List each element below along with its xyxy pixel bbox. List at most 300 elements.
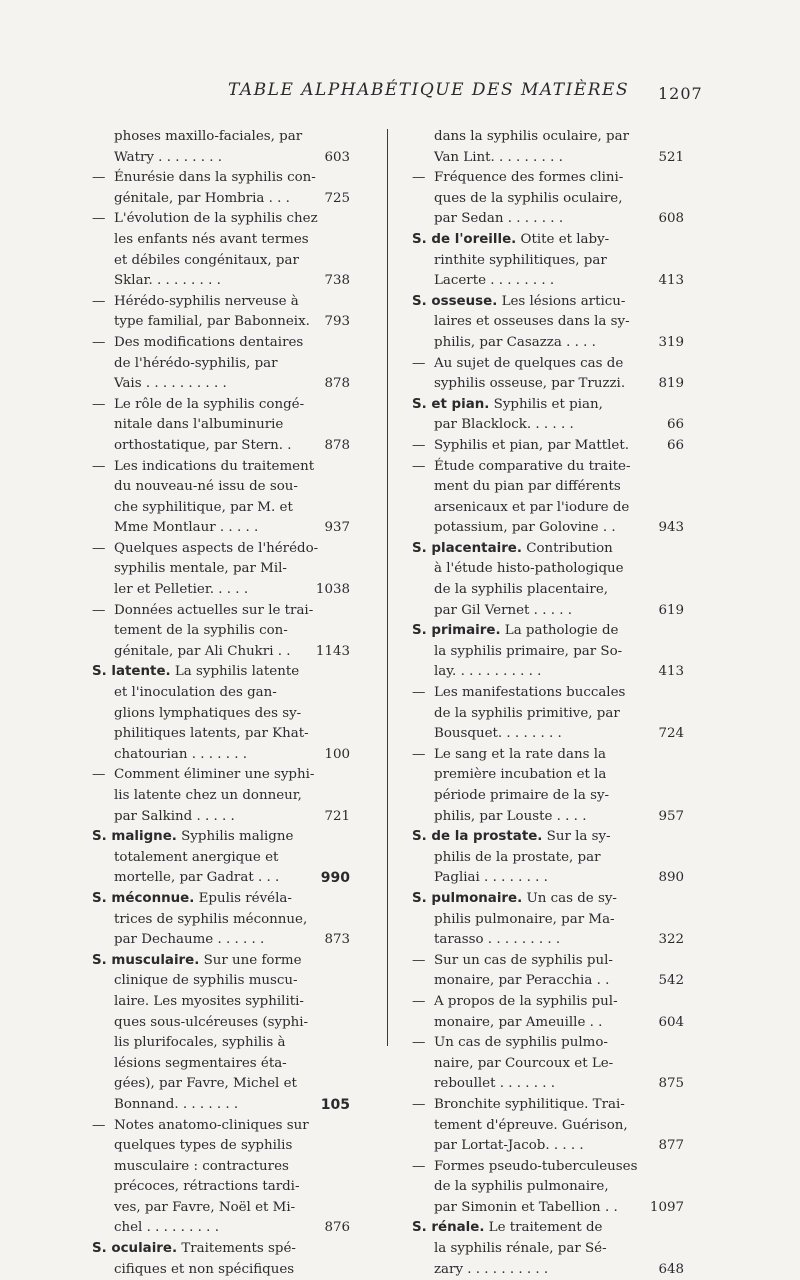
entry-line: [412, 642, 684, 663]
entry-text: ques sous-ulcéreuses (syphi-: [114, 1014, 309, 1030]
entry-text: par Lortat-Jacob. . . . .: [434, 1138, 584, 1154]
entry-line: [92, 1198, 350, 1219]
index-entry: [92, 127, 350, 168]
entry-text: précoces, rétractions tardi-: [114, 1179, 300, 1195]
entry-text: tement de la syphilis con-: [114, 623, 288, 639]
entry-line: [412, 1157, 684, 1178]
dash-marker: —: [92, 211, 106, 227]
entry-text: Données actuelles sur le trai-: [114, 602, 314, 618]
entry-line: [412, 271, 684, 292]
entry-line: [412, 745, 684, 766]
entry-text: nitale dans l'albuminurie: [114, 417, 284, 433]
entry-page-number: 725: [324, 190, 350, 206]
entry-line: [92, 230, 350, 251]
subject-prefix: S.: [412, 293, 432, 309]
entry-line: [412, 580, 684, 601]
dash-marker: —: [412, 355, 426, 371]
entry-text: lay. . . . . . . . . . .: [434, 664, 542, 680]
dash-marker: —: [412, 1035, 426, 1051]
entry-text: totalement anergique et: [114, 849, 279, 865]
entry-text: monaire, par Peracchia . .: [434, 973, 610, 989]
entry-line: [412, 1218, 684, 1239]
index-entry: [412, 1033, 684, 1095]
entry-line: [412, 230, 684, 251]
entry-line: [92, 827, 350, 848]
entry-text: Comment éliminer une syphi-: [114, 767, 315, 783]
index-entry: [412, 230, 684, 292]
entry-line: [412, 354, 684, 375]
entry-text: Syphilis maligne: [176, 829, 294, 845]
entry-text: clinique de syphilis muscu-: [114, 973, 298, 989]
entry-line: [92, 786, 350, 807]
entry-line: [92, 539, 350, 560]
entry-line: [412, 1116, 684, 1137]
entry-page-number: 521: [658, 149, 684, 165]
running-title: TABLE ALPHABÉTIQUE DES MATIÈRES: [228, 80, 630, 100]
entry-line: [92, 148, 350, 169]
index-entry: [412, 168, 684, 230]
entry-text: mortelle, par Gadrat . . .: [114, 870, 280, 886]
entry-text: arsenicaux et par l'iodure de: [434, 499, 630, 515]
dash-marker: —: [92, 458, 106, 474]
entry-text: de l'hérédo-syphilis, par: [114, 355, 278, 371]
subject-prefix: S.: [92, 1241, 112, 1257]
entry-text: Syphilis et pian, par Mattlet.: [434, 437, 629, 453]
entry-line: [412, 1095, 684, 1116]
entry-line: [92, 374, 350, 395]
entry-line: [92, 415, 350, 436]
entry-text: philis, par Casazza . . . .: [434, 334, 596, 350]
dash-marker: —: [92, 602, 106, 618]
entry-text: gées), par Favre, Michel et: [114, 1076, 297, 1092]
entry-text: La pathologie de: [500, 623, 619, 639]
entry-line: [92, 395, 350, 416]
entry-page-number: 990: [320, 870, 350, 887]
entry-page-number: 873: [324, 932, 350, 948]
entry-text: Le sang et la rate dans la: [434, 746, 606, 762]
entry-line: [412, 539, 684, 560]
entry-text: Mme Montlaur . . . . .: [114, 520, 259, 536]
entry-keyword: de l'oreille.: [431, 231, 517, 247]
entry-line: [412, 292, 684, 313]
entry-keyword: et pian.: [431, 396, 490, 412]
entry-line: [412, 1033, 684, 1054]
index-entry: [412, 992, 684, 1033]
entry-line: [92, 580, 350, 601]
entry-keyword: osseuse.: [431, 293, 498, 309]
entry-line: [412, 1260, 684, 1280]
entry-page-number: 542: [658, 973, 684, 989]
entry-text: et débiles congénitaux, par: [114, 252, 299, 268]
entry-text: Otite et laby-: [516, 231, 610, 247]
entry-text: A propos de la syphilis pul-: [434, 993, 618, 1009]
entry-text: phoses maxillo-faciales, par: [114, 129, 303, 144]
dash-marker: —: [412, 993, 426, 1009]
entry-text: Énurésie dans la syphilis con-: [114, 170, 316, 186]
entry-text: Syphilis et pian,: [489, 396, 603, 412]
index-entry: [412, 827, 684, 889]
entry-text: philis de la prostate, par: [434, 849, 601, 865]
index-entry: [412, 621, 684, 683]
subject-prefix: S.: [92, 664, 112, 680]
entry-text: lis plurifocales, syphilis à: [114, 1035, 286, 1051]
entry-line: [92, 807, 350, 828]
entry-line: [412, 662, 684, 683]
entry-text: par Salkind . . . . .: [114, 808, 235, 824]
entry-text: philis pulmonaire, par Ma-: [434, 911, 615, 927]
entry-page-number: 943: [658, 520, 684, 536]
entry-text: par Gil Vernet . . . . .: [434, 602, 572, 618]
entry-line: [92, 1054, 350, 1075]
dash-marker: —: [412, 685, 426, 701]
entry-line: [412, 559, 684, 580]
entry-line: [92, 1136, 350, 1157]
entry-line: [92, 704, 350, 725]
entry-text: ves, par Favre, Noël et Mi-: [114, 1199, 296, 1215]
entry-text: laire. Les myosites syphiliti-: [114, 993, 304, 1009]
entry-line: [92, 1218, 350, 1239]
index-entry: [412, 436, 684, 457]
entry-keyword: maligne.: [111, 829, 177, 845]
index-entry: [412, 1218, 684, 1280]
entry-text: glions lymphatiques des sy-: [114, 705, 302, 721]
entry-page-number: 957: [658, 808, 684, 824]
entry-line: [92, 1260, 350, 1280]
entry-text: Hérédo-syphilis nerveuse à: [114, 293, 299, 309]
entry-line: [412, 209, 684, 230]
entry-line: [412, 333, 684, 354]
entry-line: [92, 457, 350, 478]
subject-prefix: S.: [412, 890, 432, 906]
entry-text: de la syphilis pulmonaire,: [434, 1179, 609, 1195]
entry-line: [92, 209, 350, 230]
entry-page-number: 877: [658, 1138, 684, 1154]
entry-text: Traitements spé-: [177, 1241, 296, 1257]
index-entry: [92, 662, 350, 765]
dash-marker: —: [92, 170, 106, 186]
entry-line: [92, 971, 350, 992]
entry-keyword: placentaire.: [431, 540, 522, 556]
left-column: [92, 127, 350, 1280]
index-entry: [412, 395, 684, 436]
entry-text: Contribution: [521, 540, 613, 556]
right-column: [412, 127, 684, 1280]
entry-text: dans la syphilis oculaire, par: [434, 129, 629, 144]
index-entry: [412, 539, 684, 621]
entry-text: Les manifestations buccales: [434, 685, 626, 701]
entry-text: chatourian . . . . . . .: [114, 746, 248, 762]
column-divider: [387, 129, 388, 1046]
index-entry: [92, 457, 350, 539]
entry-text: Lacerte . . . . . . . .: [434, 273, 555, 289]
entry-line: [412, 415, 684, 436]
subject-prefix: S.: [412, 540, 432, 556]
entry-line: [412, 601, 684, 622]
dash-marker: —: [412, 1158, 426, 1174]
entry-page-number: 724: [658, 726, 684, 742]
entry-text: Watry . . . . . . . .: [114, 149, 223, 165]
entry-line: [92, 168, 350, 189]
entry-line: [412, 930, 684, 951]
index-entry: [412, 127, 684, 168]
entry-text: che syphilitique, par M. et: [114, 499, 293, 515]
index-entry: [412, 745, 684, 827]
entry-page-number: 876: [324, 1220, 350, 1236]
subject-prefix: S.: [412, 231, 432, 247]
index-entry: [92, 827, 350, 889]
entry-line: [92, 930, 350, 951]
entry-line: [92, 848, 350, 869]
subject-prefix: S.: [92, 829, 112, 845]
dash-marker: —: [92, 293, 106, 309]
entry-line: [412, 457, 684, 478]
entry-text: Le traitement de: [484, 1220, 603, 1236]
entry-text: L'évolution de la syphilis chez: [114, 211, 318, 227]
entry-keyword: primaire.: [431, 623, 501, 639]
entry-text: les enfants nés avant termes: [114, 231, 309, 247]
entry-text: génitale, par Ali Chukri . .: [114, 643, 291, 659]
entry-line: [92, 951, 350, 972]
entry-line: [92, 662, 350, 683]
entry-keyword: pulmonaire.: [431, 890, 523, 906]
entry-page-number: 105: [320, 1096, 350, 1113]
dash-marker: —: [92, 1117, 106, 1133]
entry-page-number: 413: [658, 273, 684, 289]
entry-page-number: 1143: [315, 643, 350, 659]
entry-text: trices de syphilis méconnue,: [114, 911, 308, 927]
entry-text: Quelques aspects de l'hérédo-: [114, 540, 319, 556]
entry-text: cifiques et non spécifiques: [114, 1261, 295, 1277]
subject-prefix: S.: [412, 829, 432, 845]
entry-page-number: 878: [324, 437, 350, 453]
entry-line: [412, 395, 684, 416]
entry-keyword: musculaire.: [111, 952, 200, 968]
dash-marker: —: [92, 334, 106, 350]
entry-text: chel . . . . . . . . .: [114, 1220, 219, 1236]
entry-line: [92, 1095, 350, 1116]
index-entry: [92, 889, 350, 951]
entry-text: Sklar. . . . . . . . .: [114, 273, 221, 289]
entry-line: [92, 642, 350, 663]
entry-line: [412, 807, 684, 828]
entry-line: [412, 971, 684, 992]
entry-line: [412, 868, 684, 889]
entry-line: [412, 1136, 684, 1157]
entry-line: [92, 251, 350, 272]
entry-text: philis, par Louste . . . .: [434, 808, 587, 824]
entry-text: zary . . . . . . . . . .: [434, 1261, 549, 1277]
subject-prefix: S.: [412, 623, 432, 639]
entry-page-number: 878: [324, 376, 350, 392]
entry-text: La syphilis latente: [170, 664, 300, 680]
entry-text: syphilis mentale, par Mil-: [114, 561, 287, 577]
entry-line: [412, 168, 684, 189]
entry-line: [412, 1013, 684, 1034]
entry-text: première incubation et la: [434, 767, 607, 783]
entry-page-number: 1038: [315, 582, 350, 598]
entry-page-number: 619: [658, 602, 684, 618]
entry-line: [92, 683, 350, 704]
entry-page-number: 608: [658, 211, 684, 227]
entry-line: [412, 621, 684, 642]
entry-text: Vais . . . . . . . . . .: [114, 376, 227, 392]
entry-page-number: 319: [658, 334, 684, 350]
entry-text: Les indications du traitement: [114, 458, 315, 474]
entry-text: Étude comparative du traite-: [434, 458, 631, 474]
entry-text: Des modifications dentaires: [114, 334, 304, 350]
entry-line: [92, 436, 350, 457]
entry-text: Formes pseudo-tuberculeuses: [434, 1158, 638, 1174]
entry-text: Sur un cas de syphilis pul-: [434, 952, 613, 968]
entry-keyword: rénale.: [431, 1220, 485, 1236]
dash-marker: —: [92, 540, 106, 556]
entry-text: philitiques latents, par Khat-: [114, 726, 309, 742]
entry-page-number: 648: [658, 1261, 684, 1277]
entry-line: [92, 745, 350, 766]
index-entry: [92, 951, 350, 1116]
entry-line: [92, 518, 350, 539]
entry-line: [412, 1054, 684, 1075]
entry-page-number: 413: [658, 664, 684, 680]
entry-line: [412, 1198, 684, 1219]
entry-line: [412, 251, 684, 272]
entry-line: [92, 127, 350, 148]
entry-text: musculaire : contractures: [114, 1158, 289, 1174]
entry-text: à l'étude histo-pathologique: [434, 561, 624, 577]
index-entry: [92, 292, 350, 333]
entry-text: ques de la syphilis oculaire,: [434, 190, 623, 206]
entry-line: [412, 951, 684, 972]
entry-line: [412, 704, 684, 725]
entry-text: Sur une forme: [199, 952, 302, 968]
entry-text: type familial, par Babonneix.: [114, 314, 310, 330]
entry-text: tarasso . . . . . . . . .: [434, 932, 561, 948]
entry-line: [412, 148, 684, 169]
dash-marker: —: [92, 767, 106, 783]
entry-line: [92, 1074, 350, 1095]
entry-text: Bousquet. . . . . . . .: [434, 726, 562, 742]
entry-page-number: 66: [666, 437, 684, 453]
entry-line: [412, 374, 684, 395]
entry-page-number: 604: [658, 1014, 684, 1030]
entry-keyword: latente.: [111, 664, 171, 680]
entry-text: Au sujet de quelques cas de: [434, 355, 624, 371]
index-entry: [92, 1239, 350, 1280]
entry-line: [92, 889, 350, 910]
entry-line: [92, 354, 350, 375]
entry-line: [412, 498, 684, 519]
entry-text: Les lésions articu-: [497, 293, 626, 309]
entry-line: [412, 992, 684, 1013]
index-entry: [92, 333, 350, 395]
entry-text: de la syphilis placentaire,: [434, 582, 608, 598]
entry-line: [412, 1239, 684, 1260]
index-entry: [92, 395, 350, 457]
entry-line: [92, 1013, 350, 1034]
entry-text: Epulis révéla-: [194, 890, 292, 906]
index-entry: [412, 457, 684, 539]
index-entry: [92, 539, 350, 601]
index-entry: [412, 1095, 684, 1157]
entry-line: [92, 312, 350, 333]
entry-page-number: 875: [658, 1076, 684, 1092]
entry-line: [92, 765, 350, 786]
entry-line: [92, 724, 350, 745]
entry-text: génitale, par Hombria . . .: [114, 190, 290, 206]
entry-text: naire, par Courcoux et Le-: [434, 1055, 614, 1071]
page-header: [0, 80, 800, 110]
entry-line: [412, 189, 684, 210]
entry-text: Notes anatomo-cliniques sur: [114, 1117, 309, 1133]
dash-marker: —: [412, 952, 426, 968]
entry-page-number: 322: [658, 932, 684, 948]
entry-text: Bronchite syphilitique. Trai-: [434, 1096, 625, 1112]
entry-line: [92, 271, 350, 292]
entry-text: par Sedan . . . . . . .: [434, 211, 564, 227]
entry-line: [92, 601, 350, 622]
entry-line: [412, 312, 684, 333]
entry-text: période primaire de la sy-: [434, 788, 610, 803]
entry-page-number: 721: [324, 808, 350, 824]
entry-page-number: 793: [324, 314, 350, 330]
index-entry: [92, 601, 350, 663]
entry-text: la syphilis rénale, par Sé-: [434, 1241, 607, 1257]
entry-line: [412, 127, 684, 148]
entry-text: Van Lint. . . . . . . . .: [434, 149, 563, 165]
entry-keyword: méconnue.: [111, 890, 195, 906]
entry-line: [92, 1177, 350, 1198]
index-entry: [92, 1116, 350, 1240]
entry-text: monaire, par Ameuille . .: [434, 1014, 603, 1030]
index-entry: [412, 292, 684, 354]
entry-line: [92, 992, 350, 1013]
entry-line: [412, 436, 684, 457]
entry-text: du nouveau-né issu de sou-: [114, 479, 298, 495]
entry-page-number: 738: [324, 273, 350, 289]
entry-line: [412, 827, 684, 848]
entry-line: [92, 477, 350, 498]
dash-marker: —: [412, 458, 426, 474]
entry-line: [92, 292, 350, 313]
entry-text: quelques types de syphilis: [114, 1138, 293, 1154]
entry-line: [412, 724, 684, 745]
entry-line: [412, 848, 684, 869]
entry-page-number: 66: [666, 417, 684, 433]
dash-marker: —: [412, 746, 426, 762]
page-number: 1207: [658, 84, 703, 103]
dash-marker: —: [412, 437, 426, 453]
entry-text: reboullet . . . . . . .: [434, 1076, 556, 1092]
entry-text: Sur la sy-: [542, 829, 611, 845]
entry-line: [92, 189, 350, 210]
entry-line: [92, 1033, 350, 1054]
index-entry: [92, 765, 350, 827]
entry-line: [412, 910, 684, 931]
entry-line: [92, 333, 350, 354]
subject-prefix: S.: [412, 1220, 432, 1236]
index-entry: [412, 951, 684, 992]
entry-page-number: 937: [324, 520, 350, 536]
index-entry: [412, 683, 684, 745]
entry-page-number: 603: [324, 149, 350, 165]
entry-line: [92, 498, 350, 519]
entry-line: [92, 1116, 350, 1137]
entry-page-number: 1097: [649, 1199, 684, 1215]
entry-text: par Blacklock. . . . . .: [434, 417, 574, 433]
entry-line: [92, 910, 350, 931]
dash-marker: —: [92, 396, 106, 412]
entry-text: ment du pian par différents: [434, 479, 621, 495]
